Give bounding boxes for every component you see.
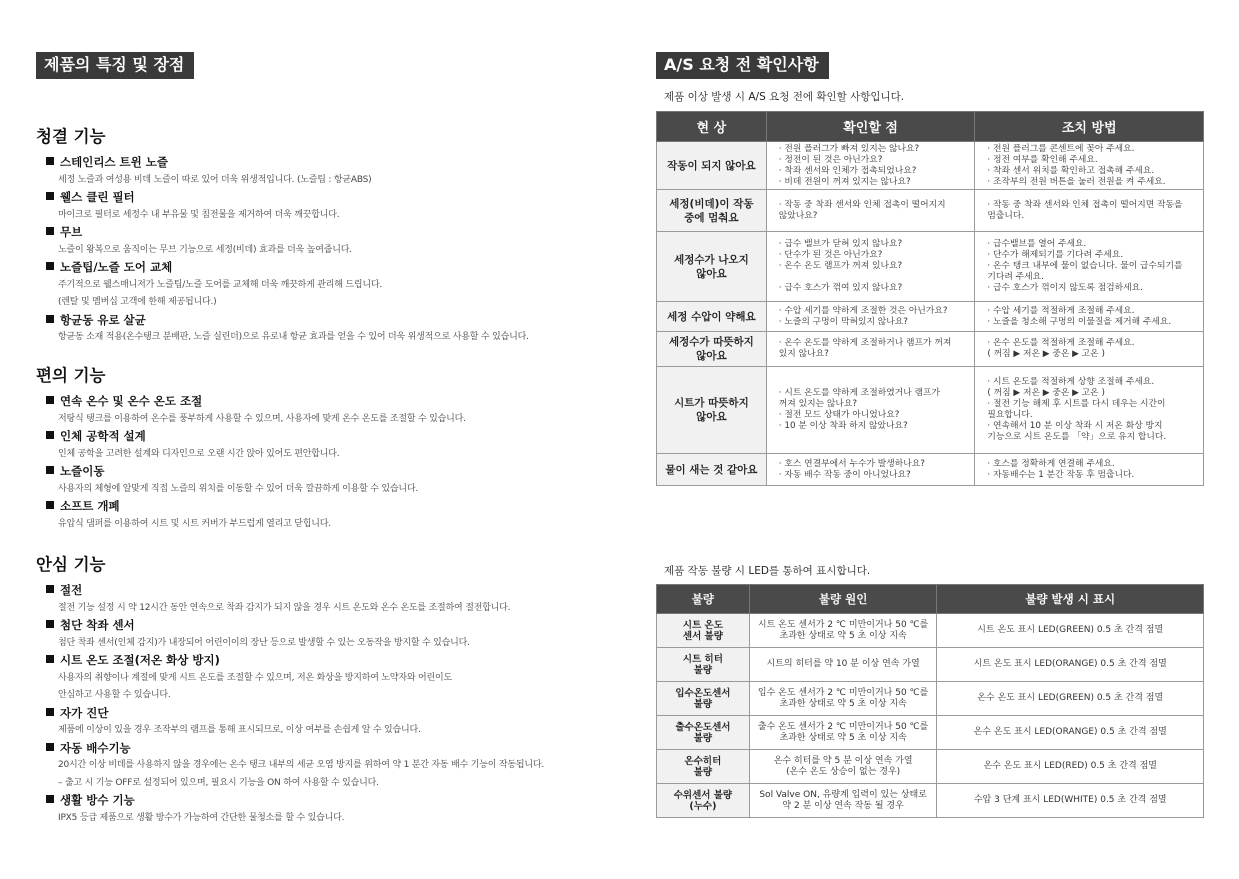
as-table-row — [657, 142, 1204, 190]
action-cell: · 호스를 정확하게 연결해 주세요. · 자동배수는 1 분간 작동 후 멈춥니다. — [975, 454, 1204, 486]
feature-heading-text: 시트 온도 조절(저온 화상 방지) — [60, 653, 220, 667]
feature-description: – 출고 시 기능 OFF로 설정되어 있으며, 필요시 기능을 ON 하여 사용할 수 있습니다. — [58, 777, 379, 788]
bullet-square-icon — [46, 743, 54, 751]
led-header-cell: 불량 원인 — [749, 585, 937, 614]
feature-heading-text: 자동 배수기능 — [60, 740, 131, 755]
feature-heading — [46, 312, 146, 328]
bullet-square-icon — [46, 708, 54, 716]
feature-description: 20시간 이상 비데를 사용하지 않을 경우에는 온수 탱크 내부의 세균 오염 방지를 위하여 약 1 분간 자동 배수 기능이 작동됩니다. — [58, 760, 545, 770]
section-title: 안심 기능 — [36, 555, 106, 574]
check-cell: · 호스 연결부에서 누수가 발생하나요? · 자동 배수 작동 중이 아니었나요? — [766, 454, 975, 486]
feature-description: IPX5 등급 제품으로 생활 방수가 가능하여 간단한 물청소를 할 수 있습니다. — [58, 812, 345, 823]
feature-heading-text: 자가 진단 — [60, 705, 109, 720]
bullet-square-icon — [46, 262, 54, 270]
feature-description: 인체 공학을 고려한 설계와 디자인으로 오랜 시간 앉아 있어도 편안합니다. — [58, 448, 340, 459]
display-cell: 온수 온도 표시 LED(ORANGE) 0.5 초 간격 점멸 — [937, 716, 1204, 750]
feature-description: 노즐이 왕복으로 움직이는 무브 기능으로 세정(비데) 효과를 더욱 높여줍니다. — [58, 244, 352, 255]
symptom-cell: 시트가 따뜻하지 않아요 — [657, 367, 767, 454]
section-title: 편의 기능 — [36, 366, 106, 385]
feature-heading-text: 노즐이동 — [60, 464, 105, 478]
led-table-row — [657, 784, 1204, 818]
cause-cell: 출수 온도 센서가 2 ℃ 미만이거나 50 ℃를 초과한 상태로 약 5 초 이상 지속 — [749, 716, 937, 750]
as-banner: A/S 요청 전 확인사항 — [656, 52, 829, 79]
feature-heading — [46, 224, 82, 240]
symptom-cell: 세정 수압이 약해요 — [657, 302, 767, 332]
bullet-square-icon — [46, 795, 54, 803]
symptom-cell: 세정수가 나오지 않아요 — [657, 232, 767, 302]
led-header-cell: 불량 — [657, 585, 750, 614]
feature-heading-text: 소프트 개폐 — [60, 499, 120, 513]
bullet-square-icon — [46, 157, 54, 165]
check-cell: · 온수 온도를 약하게 조절하거나 램프가 꺼져 있지 않나요? — [766, 332, 975, 367]
action-cell: · 급수밸브를 열어 주세요. · 단수가 해제되기를 기다려 주세요. · 온수 탱크 내부에 물이 없습니다. 물이 급수되기를 기다려 주세요. · 급수 호스가 꺾이지 않도록 점검하세요. — [975, 232, 1204, 302]
symptom-cell: 작동이 되지 않아요 — [657, 142, 767, 190]
as-header-cell: 현 상 — [657, 112, 767, 142]
cause-cell: Sol Valve ON, 유량계 입력이 있는 상태로 약 2 분 이상 연속 작동 될 경우 — [749, 784, 937, 818]
feature-heading-text: 노즐팁/노즐 도어 교체 — [60, 260, 173, 274]
cause-cell: 온수 히터를 약 5 분 이상 연속 가열 (온수 온도 상승이 없는 경우) — [749, 750, 937, 784]
led-table-row — [657, 682, 1204, 716]
as-table-header — [657, 112, 1204, 142]
as-table — [656, 111, 1204, 486]
check-cell: · 수압 세기를 약하게 조절한 것은 아닌가요? · 노즐의 구멍이 막혀있지 않나요? — [766, 302, 975, 332]
bullet-square-icon — [46, 466, 54, 474]
feature-heading — [46, 740, 131, 756]
check-cell: · 급수 밸브가 닫혀 있지 않나요? · 단수가 된 것은 아닌가요? · 온수 온도 램프가 꺼져 있나요? · 급수 호스가 꺾여 있지 않나요? — [766, 232, 975, 302]
as-table-row — [657, 454, 1204, 486]
feature-description: 마이크로 필터로 세정수 내 부유물 및 침전물을 제거하여 더욱 깨끗합니다. — [58, 209, 340, 220]
bullet-square-icon — [46, 396, 54, 404]
check-cell: · 작동 중 착좌 센서와 인체 접촉이 떨어지지 않았나요? — [766, 190, 975, 232]
led-table-row — [657, 648, 1204, 682]
feature-description: 유압식 댐퍼를 이용하여 시트 및 시트 커버가 부드럽게 열리고 닫힙니다. — [58, 518, 331, 529]
feature-heading-text: 첨단 착좌 센서 — [60, 618, 135, 632]
bullet-square-icon — [46, 227, 54, 235]
feature-description: 항균동 소재 적용(온수탱크 분배판, 노즐 실린더)으로 유로내 항균 효과를 얻을 수 있어 더욱 위생적으로 사용할 수 있습니다. — [58, 332, 529, 342]
feature-heading — [46, 617, 135, 633]
features-banner: 제품의 특징 및 장점 — [36, 52, 194, 79]
symptom-cell: 세정(비데)이 작동 중에 멈춰요 — [657, 190, 767, 232]
check-cell: · 전원 플러그가 빠져 있지는 않나요? · 정전이 된 것은 아닌가요? · 착좌 센서와 인체가 접촉되었나요? · 비데 전원이 꺼져 있지는 않나요? — [766, 142, 975, 190]
action-cell: · 작동 중 착좌 센서와 인체 접촉이 떨어지면 작동을 멈춥니다. — [975, 190, 1204, 232]
feature-description: 안심하고 사용할 수 있습니다. — [58, 690, 171, 700]
symptom-cell: 물이 새는 것 같아요 — [657, 454, 767, 486]
feature-heading-text: 항균동 유로 살균 — [60, 312, 146, 327]
action-cell: · 시트 온도를 적절하게 상향 조절해 주세요. ( 꺼짐 ▶ 저온 ▶ 중온 ▶ 고온 ) · 절전 기능 해제 후 시트를 다시 데우는 시간이 필요합니다. · 연속해서 10 분 이상 착좌 시 저온 화상 방지 기능으로 시트 온도를 「약」으로 유지 합니다. — [975, 367, 1204, 454]
feature-description: 주기적으로 웰스매니저가 노즐팁/노즐 도어를 교체해 더욱 깨끗하게 관리해 드립니다. — [58, 279, 383, 290]
check-cell: · 시트 온도를 약하게 조절하였거나 램프가 꺼져 있지는 않나요? · 절전 모드 상태가 아니었나요? · 10 분 이상 착좌 하지 않았나요? — [766, 367, 975, 454]
fault-cell: 수위센서 불량 (누수) — [657, 784, 750, 818]
led-table-row — [657, 750, 1204, 784]
as-table-row — [657, 302, 1204, 332]
as-header-cell: 조치 방법 — [975, 112, 1204, 142]
feature-heading — [46, 154, 168, 170]
feature-heading — [46, 463, 104, 479]
bullet-square-icon — [46, 315, 54, 323]
feature-heading — [46, 189, 135, 205]
bullet-square-icon — [46, 585, 54, 593]
bullet-square-icon — [46, 620, 54, 628]
display-cell: 수압 3 단계 표시 LED(WHITE) 0.5 초 간격 점멸 — [937, 784, 1204, 818]
feature-heading-text: 스테인리스 트윈 노즐 — [60, 155, 168, 169]
symptom-cell: 세정수가 따뜻하지 않아요 — [657, 332, 767, 367]
feature-heading-text: 생활 방수 기능 — [60, 793, 135, 807]
feature-heading-text: 웰스 클린 필터 — [60, 190, 135, 204]
led-header-cell: 불량 발생 시 표시 — [937, 585, 1204, 614]
bullet-square-icon — [46, 501, 54, 509]
feature-heading-text: 무브 — [60, 225, 83, 239]
led-intro: 제품 작동 불량 시 LED를 통하여 표시합니다. — [664, 565, 871, 577]
bullet-square-icon — [46, 431, 54, 439]
led-table-header — [657, 585, 1204, 614]
as-table-row — [657, 367, 1204, 454]
feature-heading — [46, 259, 172, 275]
cause-cell: 입수 온도 센서가 2 ℃ 미만이거나 50 ℃를 초과한 상태로 약 5 초 이상 지속 — [749, 682, 937, 716]
as-table-row — [657, 190, 1204, 232]
as-table-row — [657, 232, 1204, 302]
feature-heading — [46, 498, 120, 514]
left-page — [36, 52, 606, 823]
section-title: 청결 기능 — [36, 127, 106, 146]
feature-description: 절전 기능 설정 시 약 12시간 동안 연속으로 착좌 감지가 되지 않을 경우 시트 온도와 온수 온도를 조절하여 절전합니다. — [58, 602, 511, 613]
feature-description: (렌탈 및 멤버십 고객에 한해 제공됩니다.) — [58, 297, 217, 307]
feature-heading — [46, 792, 135, 808]
fault-cell: 시트 히터 불량 — [657, 648, 750, 682]
action-cell: · 수압 세기를 적절하게 조절해 주세요. · 노즐을 청소해 구멍의 이물질을 제거해 주세요. — [975, 302, 1204, 332]
action-cell: · 온수 온도를 적절하게 조절해 주세요. ( 꺼짐 ▶ 저온 ▶ 중온 ▶ 고온 ) — [975, 332, 1204, 367]
feature-description: 세정 노즐과 여성용 비데 노즐이 따로 있어 더욱 위생적입니다. (노즐팁 : 항균ABS) — [58, 174, 372, 185]
as-table-row — [657, 332, 1204, 367]
feature-description: 사용자의 체형에 알맞게 직접 노즐의 위치를 이동할 수 있어 더욱 깔끔하게 이용할 수 있습니다. — [58, 483, 419, 494]
action-cell: · 전원 플러그를 콘센트에 꽂아 주세요. · 정전 여부를 확인해 주세요. · 착좌 센서 위치를 확인하고 접촉해 주세요. · 조작부의 전원 버튼을 눌러 전원을 켜 주세요. — [975, 142, 1204, 190]
bullet-square-icon — [46, 655, 54, 663]
bullet-square-icon — [46, 192, 54, 200]
fault-cell: 시트 온도 센서 불량 — [657, 614, 750, 648]
feature-heading-text: 절전 — [60, 583, 83, 597]
feature-heading — [46, 582, 82, 598]
as-header-cell: 확인할 점 — [766, 112, 975, 142]
led-table-row — [657, 716, 1204, 750]
feature-heading — [46, 428, 146, 444]
fault-cell: 출수온도센서 불량 — [657, 716, 750, 750]
feature-heading — [46, 705, 108, 721]
as-intro: 제품 이상 발생 시 A/S 요청 전에 확인할 사항입니다. — [664, 91, 905, 103]
display-cell: 시트 온도 표시 LED(ORANGE) 0.5 초 간격 점멸 — [937, 648, 1204, 682]
right-page — [656, 52, 1204, 812]
feature-heading — [46, 393, 202, 409]
cause-cell: 시트의 히터를 약 10 분 이상 연속 가열 — [749, 648, 937, 682]
feature-description: 제품에 이상이 있을 경우 조작부의 램프를 통해 표시되므로, 이상 여부를 손쉽게 알 수 있습니다. — [58, 725, 421, 735]
cause-cell: 시트 온도 센서가 2 ℃ 미만이거나 50 ℃를 초과한 상태로 약 5 초 이상 지속 — [749, 614, 937, 648]
feature-description: 저탕식 탱크를 이용하여 온수를 풍부하게 사용할 수 있으며, 사용자에 맞게 온수 온도를 조절할 수 있습니다. — [58, 413, 466, 424]
led-table — [656, 584, 1204, 818]
display-cell: 온수 온도 표시 LED(RED) 0.5 초 간격 점멸 — [937, 750, 1204, 784]
display-cell: 온수 온도 표시 LED(GREEN) 0.5 초 간격 점멸 — [937, 682, 1204, 716]
led-table-row — [657, 614, 1204, 648]
fault-cell: 입수온도센서 불량 — [657, 682, 750, 716]
feature-heading-text: 인체 공학적 설계 — [60, 429, 146, 443]
feature-heading — [46, 652, 220, 668]
feature-heading-text: 연속 온수 및 온수 온도 조절 — [60, 394, 203, 408]
display-cell: 시트 온도 표시 LED(GREEN) 0.5 초 간격 점멸 — [937, 614, 1204, 648]
feature-description: 사용자의 취향이나 계절에 맞게 시트 온도를 조절할 수 있으며, 저온 화상을 방지하여 노약자와 어린이도 — [58, 672, 453, 683]
fault-cell: 온수히터 불량 — [657, 750, 750, 784]
feature-description: 첨단 착좌 센서(인체 감지)가 내장되어 어린이이의 장난 등으로 발생할 수 있는 오동작을 방지할 수 있습니다. — [58, 637, 470, 648]
